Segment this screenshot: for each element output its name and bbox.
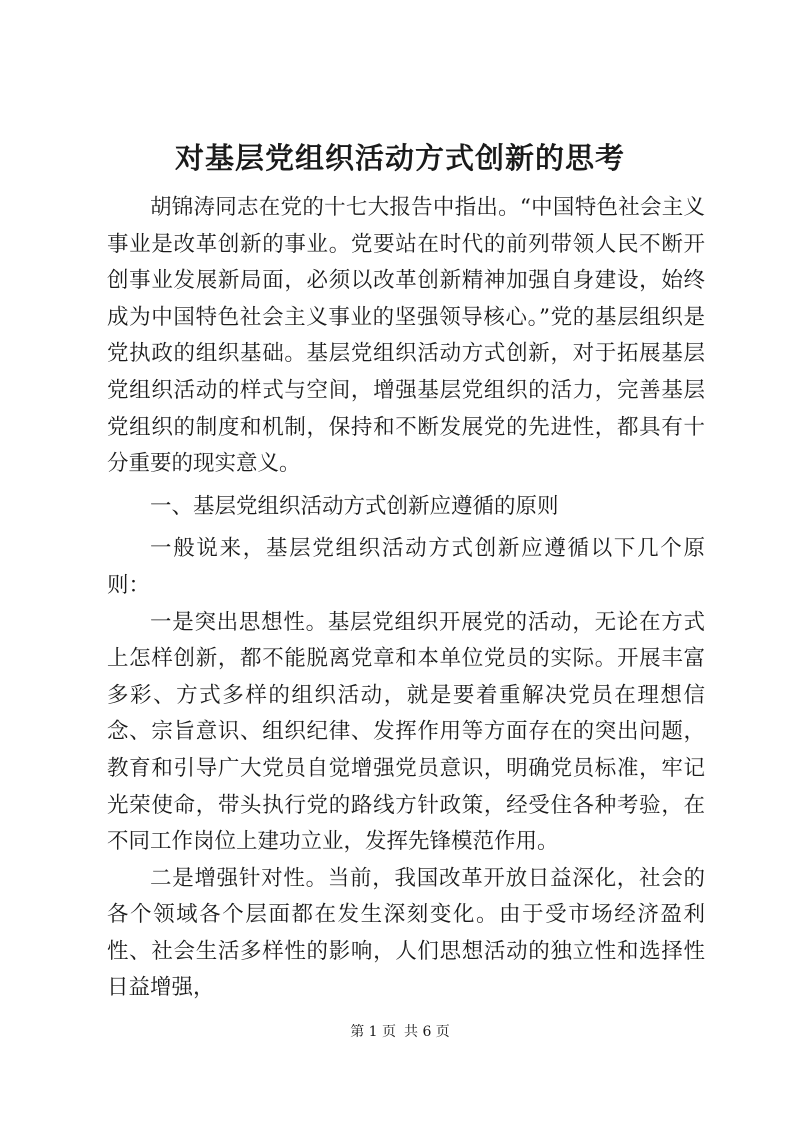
document-title: 对基层党组织活动方式创新的思考 (174, 141, 625, 175)
principle-one-paragraph: 一是突出思想性。基层党组织开展党的活动，无论在方式上怎样创新，都不能脱离党章和本单位党员的实际。开展丰富多彩、方式多样的组织活动，就是要着重解决党员在理想信念、宗旨意识、组织纪律、发挥作用等方面存在的突出问题，教育和引导广大党员自觉增强党员意识，明确党员标准，牢记光荣使命，带头执行党的路线方针政策，经受住各种考验，在不同工作岗位上建功立业，发挥先锋模范作用。 (107, 609, 705, 855)
intro-paragraph: 胡锦涛同志在党的十七大报告中指出。“中国特色社会主义事业是改革创新的事业。党要站在时代的前列带领人民不断开创事业发展新局面，必须以改革创新精神加强自身建设，始终成为中国特色社会主义事业的坚强领导核心。”党的基层组织是党执政的组织基础。基层党组织活动方式创新，对于拓展基层党组织活动的样式与空间，增强基层党组织的活力，完善基层党组织的制度和机制，保持和不断发展党的先进性，都具有十分重要的现实意义。 (107, 195, 705, 477)
page-total: 共 6 页 (404, 1024, 450, 1040)
document-body (107, 190, 705, 1007)
principle-two-paragraph: 二是增强针对性。当前，我国改革开放日益深化，社会的各个领域各个层面都在发生深刻变化。由于受市场经济盈利性、社会生活多样性的影响，人们思想活动的独立性和选择性日益增强， (107, 865, 705, 1001)
section-heading: 一、基层党组织活动方式创新应遵循的原则 (150, 493, 559, 519)
principles-intro-paragraph: 一般说来，基层党组织活动方式创新应遵循以下几个原则： (107, 536, 705, 598)
page-footer (0, 1022, 800, 1042)
page-number: 第 1 页 (350, 1024, 396, 1040)
